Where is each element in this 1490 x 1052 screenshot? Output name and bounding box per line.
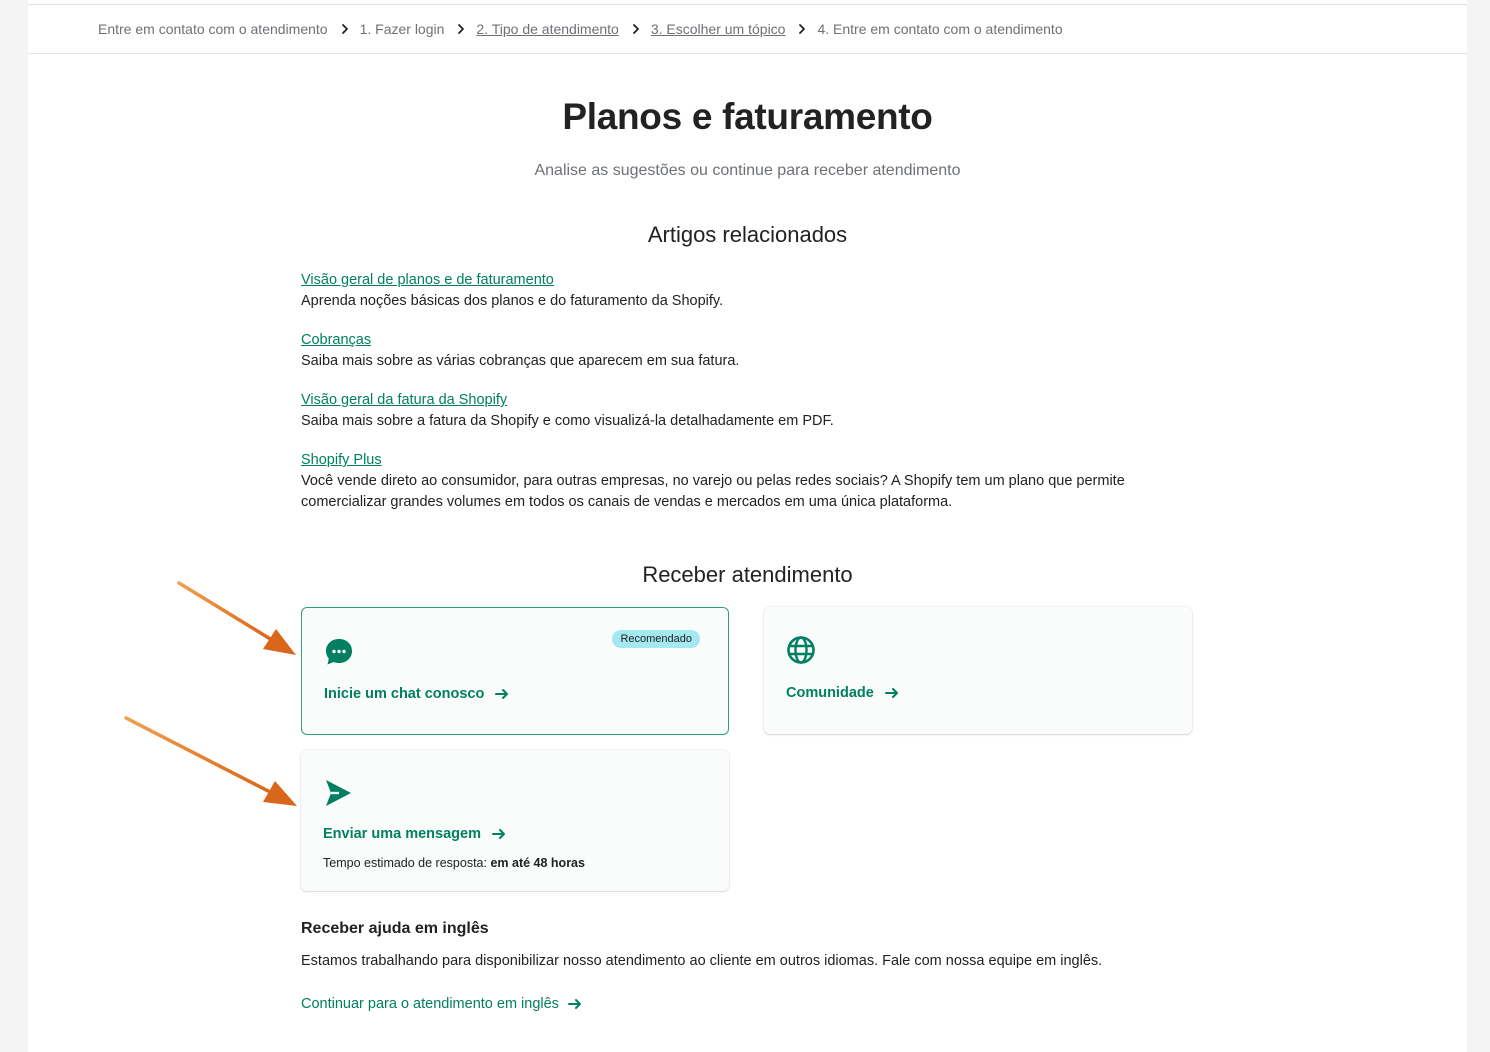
related-articles-heading: Artigos relacionados	[647, 222, 848, 247]
chat-option-label[interactable]	[324, 686, 510, 702]
support-page	[28, 0, 1467, 1052]
chevron-right-icon	[795, 22, 809, 36]
breadcrumb-item-login: 1. Fazer login	[359, 21, 445, 37]
chat-bubble-icon	[324, 637, 354, 667]
article-description: Saiba mais sobre as várias cobranças que aparecem em sua fatura.	[301, 353, 740, 369]
breadcrumb	[98, 18, 1063, 40]
article-item	[301, 450, 1181, 513]
article-link-plans-billing[interactable]: Visão geral de planos e de faturamento	[301, 272, 554, 288]
chevron-right-icon	[454, 22, 468, 36]
english-help-text: Estamos trabalhando para disponibilizar nosso atendimento ao cliente em outros idiomas. Fale com nossa equipe em inglês.	[301, 953, 1103, 969]
get-support-heading: Receber atendimento	[642, 562, 853, 587]
article-description: Aprenda noções básicas dos planos e do faturamento da Shopify.	[301, 293, 724, 309]
article-link-invoice[interactable]: Visão geral da fatura da Shopify	[301, 392, 508, 408]
breadcrumb-item-current: 4. Entre em contato com o atendimento	[817, 21, 1063, 37]
article-link-charges[interactable]: Cobranças	[301, 332, 372, 348]
arrow-right-icon	[884, 685, 900, 701]
arrow-right-icon	[491, 826, 507, 842]
community-option-card[interactable]	[764, 607, 1192, 734]
breadcrumb-divider	[28, 53, 1467, 54]
chevron-right-icon	[629, 22, 643, 36]
globe-icon	[786, 635, 816, 665]
response-time	[323, 856, 585, 870]
article-description: Você vende direto ao consumidor, para outras empresas, no varejo ou pelas redes sociais? A Shopify tem um plano que permite comercializar grandes volumes em todos os canais de vendas e mercados em uma única plataforma.	[301, 473, 1125, 510]
message-option-text: Enviar uma mensagem	[323, 826, 481, 842]
article-item	[301, 330, 1181, 372]
response-time-value: em até 48 horas	[490, 856, 585, 870]
response-time-label: Tempo estimado de resposta:	[323, 856, 487, 870]
related-articles-list	[301, 270, 1181, 531]
chat-option-text: Inicie um chat conosco	[324, 686, 485, 702]
recommended-badge: Recomendado	[612, 630, 700, 648]
english-support-link[interactable]	[301, 996, 583, 1012]
breadcrumb-item-support-type[interactable]: 2. Tipo de atendimento	[476, 21, 619, 37]
english-help-heading: Receber ajuda em inglês	[301, 920, 489, 937]
message-option-label[interactable]	[323, 826, 507, 842]
chevron-right-icon	[338, 22, 352, 36]
page-subtitle: Analise as sugestões ou continue para receber atendimento	[534, 162, 961, 179]
article-item	[301, 390, 1181, 432]
article-description: Saiba mais sobre a fatura da Shopify e como visualizá-la detalhadamente em PDF.	[301, 413, 834, 429]
breadcrumb-item-topic[interactable]: 3. Escolher um tópico	[650, 21, 786, 37]
english-support-link-text: Continuar para o atendimento em inglês	[301, 996, 559, 1012]
breadcrumb-item-contact: Entre em contato com o atendimento	[98, 21, 328, 37]
community-option-label[interactable]	[786, 685, 900, 701]
article-item	[301, 270, 1181, 312]
community-option-text: Comunidade	[786, 685, 874, 701]
page-title: Planos e faturamento	[562, 96, 933, 137]
message-option-card[interactable]	[301, 750, 729, 891]
send-icon	[323, 778, 353, 808]
top-divider	[28, 4, 1467, 5]
article-link-shopify-plus[interactable]: Shopify Plus	[301, 452, 382, 468]
chat-option-card[interactable]	[301, 607, 729, 735]
arrow-right-icon	[567, 996, 583, 1012]
arrow-right-icon	[494, 686, 510, 702]
